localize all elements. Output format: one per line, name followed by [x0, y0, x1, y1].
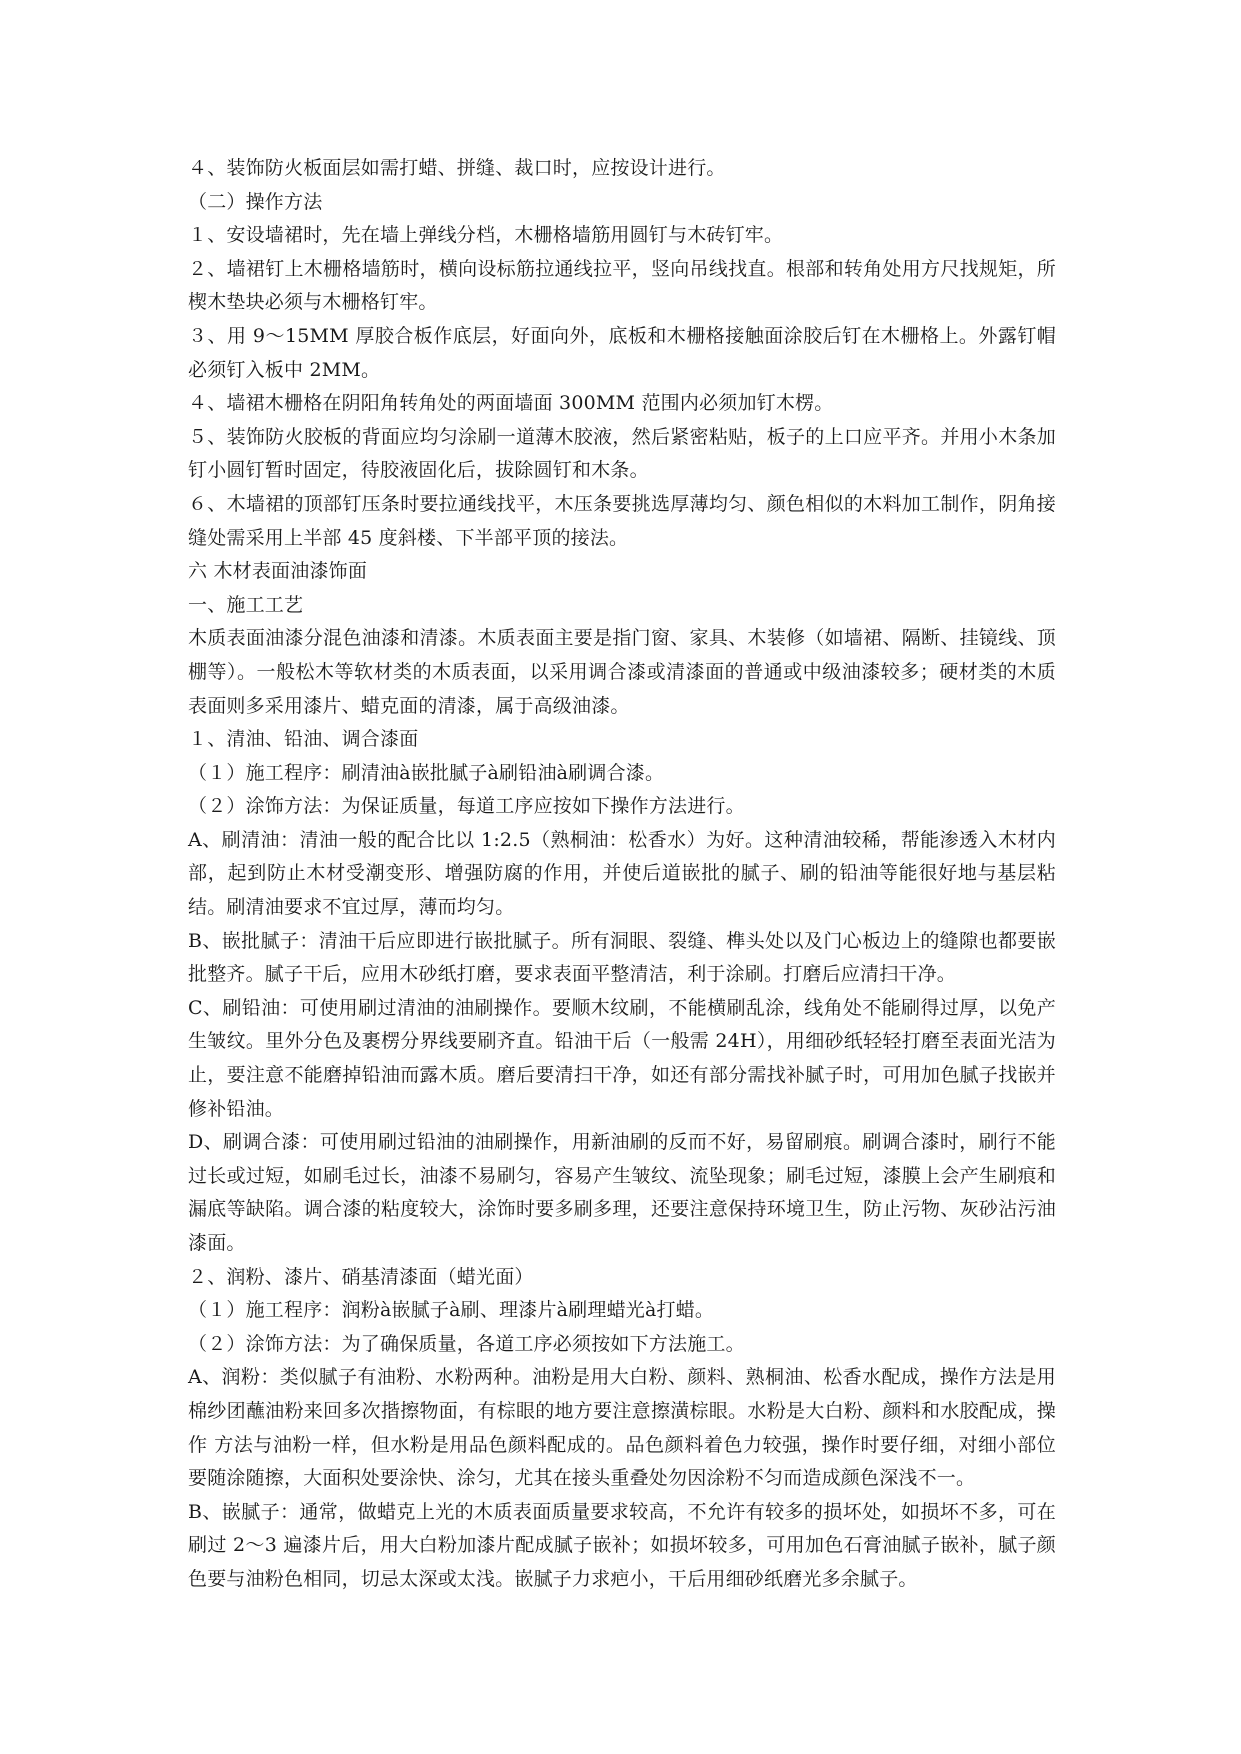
paragraph: ６、木墙裙的顶部钉压条时要拉通线找平，木压条要挑选厚薄均匀、颜色相似的木料加工制作，阴角接缝处需采用上半部 45 度斜楼、下半部平顶的接法。	[188, 492, 1056, 549]
paragraph: C、刷铅油：可使用刷过清油的油刷操作。要顺木纹刷，不能横刷乱涂，线角处不能刷得过厚，以免产生皱纹。里外分色及裹楞分界线要刷齐直。铅油干后（一般需 24H），用细砂纸轻轻打磨至表面光洁为止，要注意不能磨掉铅油而露木质。磨后要清扫干净，如还有部分需找补腻子时，可用加色腻子找嵌并修补铅油。	[188, 996, 1056, 1120]
paragraph: （１）施工程序：刷清油à嵌批腻子à刷铅油à刷调合漆。	[188, 761, 665, 784]
subsection-heading: １、清油、铅油、调合漆面	[188, 728, 419, 751]
paragraph: （２）涂饰方法：为保证质量，每道工序应按如下操作方法进行。	[188, 795, 745, 818]
paragraph: １、安设墙裙时，先在墙上弹线分档，木栅格墙筋用圆钉与木砖钉牢。	[188, 224, 784, 247]
paragraph: （２）涂饰方法：为了确保质量，各道工序必须按如下方法施工。	[188, 1332, 745, 1355]
section-heading: （二）操作方法	[188, 190, 323, 213]
chapter-heading: 六 木材表面油漆饰面	[188, 560, 368, 583]
paragraph: B、嵌腻子：通常，做蜡克上光的木质表面质量要求较高，不允许有较多的损坏处，如损坏不多，可在刷过 2～3 遍漆片后，用大白粉加漆片配成腻子嵌补；如损坏较多，可用加色石膏油腻子嵌补，腻子颜色要与油粉色相同，切忌太深或太浅。嵌腻子力求疤小，干后用细砂纸磨光多余腻子。	[188, 1500, 1056, 1590]
paragraph: ４、墙裙木栅格在阴阳角转角处的两面墙面 300MM 范围内必须加钉木楞。	[188, 392, 834, 415]
paragraph: D、刷调合漆：可使用刷过铅油的油刷操作，用新油刷的反而不好，易留刷痕。刷调合漆时，刷行不能过长或过短，如刷毛过长，油漆不易刷匀，容易产生皱纹、流坠现象；刷毛过短，漆膜上会产生刷痕和漏底等缺陷。调合漆的粘度较大，涂饰时要多刷多理，还要注意保持环境卫生，防止污物、灰砂沾污油漆面。	[188, 1131, 1056, 1254]
paragraph: ２、墙裙钉上木栅格墙筋时，横向设标筋拉通线拉平，竖向吊线找直。根部和转角处用方尺找规矩，所楔木垫块必须与木栅格钉牢。	[188, 257, 1056, 314]
subsection-heading: ２、润粉、漆片、硝基清漆面（蜡光面）	[188, 1265, 534, 1288]
paragraph: ４、装饰防火板面层如需打蜡、拼缝、裁口时，应按设计进行。	[188, 157, 726, 179]
paragraph: A、润粉：类似腻子有油粉、水粉两种。油粉是用大白粉、颜料、熟桐油、松香水配成，操作方法是用棉纱团蘸油粉来回多次揩擦物面，有棕眼的地方要注意擦潢棕眼。水粉是大白粉、颜料和水胶配成，操作 方法与油粉一样，但水粉是用品色颜料配成的。品色颜料着色力较强，操作时要仔细，对细小部位要随涂随擦，大面积处要涂快、涂匀，尤其在接头重叠处勿因涂粉不匀而造成颜色深浅不一。	[188, 1366, 1056, 1490]
document-body	[188, 152, 1056, 1597]
paragraph: A、刷清油：清油一般的配合比以 1:2.5（熟桐油：松香水）为好。这种清油较稀，帮能渗透入木材内部，起到防止木材受潮变形、增强防腐的作用，并使后道嵌批的腻子、刷的铅油等能很好地与基层粘结。刷清油要求不宜过厚，薄而均匀。	[188, 828, 1056, 919]
paragraph: ３、用 9～15MM 厚胶合板作底层，好面向外，底板和木栅格接触面涂胶后钉在木栅格上。外露钉帽必须钉入板中 2MM。	[188, 324, 1056, 381]
paragraph: ５、装饰防火胶板的背面应均匀涂刷一道薄木胶液，然后紧密粘贴，板子的上口应平齐。并用小木条加钉小圆钉暂时固定，待胶液固化后，拔除圆钉和木条。	[188, 425, 1056, 482]
paragraph: B、嵌批腻子：清油干后应即进行嵌批腻子。所有洞眼、裂缝、榫头处以及门心板边上的缝隙也都要嵌批整齐。腻子干后，应用木砂纸打磨，要求表面平整清洁，利于涂刷。打磨后应清扫干净。	[188, 929, 1056, 986]
paragraph: （１）施工程序：润粉à嵌腻子à刷、理漆片à刷理蜡光à打蜡。	[188, 1299, 715, 1322]
paragraph: 木质表面油漆分混色油漆和清漆。木质表面主要是指门窗、家具、木装修（如墙裙、隔断、挂镜线、顶棚等）。一般松木等软材类的木质表面，以采用调合漆或清漆面的普通或中级油漆较多；硬材类的木质表面则多采用漆片、蜡克面的清漆，属于高级油漆。	[188, 627, 1056, 717]
section-heading: 一、施工工艺	[188, 593, 304, 616]
